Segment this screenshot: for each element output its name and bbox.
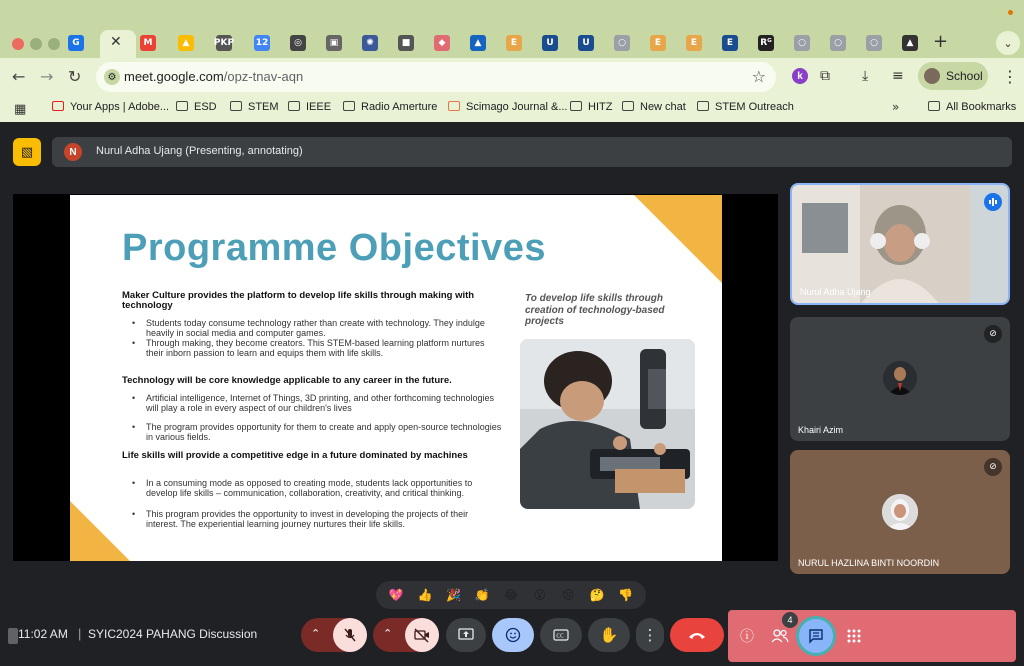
url-text[interactable]: meet.google.com/opz-tnav-aqn (124, 69, 304, 84)
people-icon[interactable] (770, 626, 790, 646)
apps-grid-icon[interactable]: ▦ (14, 102, 27, 117)
participant-name: Khairi Azim (798, 425, 844, 435)
participant-avatar (882, 494, 918, 530)
camera-off-button[interactable] (405, 618, 439, 652)
participant-avatar (883, 361, 917, 395)
more-vert-icon: ⋮ (642, 626, 658, 644)
extension-k-icon[interactable]: k (792, 68, 808, 84)
chevron-up-icon[interactable]: ⌃ (311, 628, 321, 640)
more-bookmarks-icon[interactable]: » (892, 100, 900, 114)
profile-label: School (946, 69, 983, 83)
openai-icon (622, 101, 634, 111)
section-heading: Life skills will provide a competitive edge in a future dominated by machines (122, 450, 468, 461)
bookmark-link[interactable]: Scimago Journal &... (448, 101, 568, 113)
tab-favicon[interactable]: Rᴳ (758, 35, 774, 51)
tab-favicon[interactable]: E (722, 35, 738, 51)
chat-icon (808, 628, 824, 644)
bullet-item: • In a consuming mode as opposed to creating mode, students lack opportunities to develop life skills – communication, collaboration, creativity, and critical thinking. (132, 478, 473, 498)
student-photo (520, 339, 695, 509)
maximize-window-button[interactable] (48, 38, 60, 50)
reaction-button[interactable]: 🤔 (589, 588, 605, 602)
tab-favicon[interactable]: ▣ (326, 35, 342, 51)
folder-icon (343, 101, 355, 111)
reaction-button[interactable]: 🎉 (446, 588, 462, 602)
muted-mic-icon: ⊘ (984, 325, 1002, 343)
participant-name: NURUL HAZLINA BINTI NOORDIN (798, 558, 940, 568)
tab-favicon[interactable]: U (578, 35, 594, 51)
meeting-name: SYIC2024 PAHANG Discussion (88, 627, 258, 641)
chevron-up-icon[interactable]: ⌃ (383, 628, 393, 640)
mic-off-button[interactable] (333, 618, 367, 652)
minimize-window-button[interactable] (30, 38, 42, 50)
bullet-item: • Through making, they become creators. This STEM-based learning platform nurtures their inborn passion to learn and equips them with life skills. (132, 338, 485, 358)
bullet-item: • Students today consume technology rather than create with technology. They indulge heavily in social media and computer games. (132, 318, 485, 338)
tab-favicon[interactable]: 12 (254, 35, 270, 51)
side-panel-handle[interactable] (8, 628, 18, 644)
slide-title: Programme Objectives (122, 227, 546, 269)
presenter-banner-text: Nurul Adha Ujang (Presenting, annotating) (96, 145, 303, 157)
slide-quote: To develop life skills through creation of technology-based projects (525, 293, 665, 327)
bookmark-link[interactable]: Radio Amerture (343, 101, 437, 113)
tab-strip (0, 0, 1024, 58)
speaking-indicator-icon (984, 193, 1002, 211)
profile-button[interactable] (918, 62, 988, 90)
new-tab-button[interactable]: + (933, 31, 949, 52)
browser-menu-icon[interactable]: ⋮ (1002, 67, 1018, 86)
reaction-button[interactable]: 😢 (562, 588, 575, 602)
bookmark-link[interactable]: HITZ (570, 101, 612, 113)
folder-icon (230, 101, 242, 111)
present-button[interactable] (446, 618, 486, 652)
meeting-info (8, 620, 298, 650)
more-options-button[interactable] (636, 618, 664, 652)
reactions-button[interactable] (492, 618, 534, 652)
address-bar[interactable] (96, 62, 776, 92)
downloads-icon[interactable]: ⤓ (862, 68, 869, 84)
adobe-icon (52, 101, 64, 111)
participant-tile[interactable] (790, 450, 1010, 574)
captions-button[interactable] (540, 618, 582, 652)
tab-favicon[interactable]: ◎ (290, 35, 306, 51)
bullet-item: • Artificial intelligence, Internet of Things, 3D printing, and other forthcoming technologies will play a role in every aspect of our children's lives (132, 393, 495, 413)
tab-search-button[interactable]: ⌄ (996, 31, 1020, 55)
mic-control[interactable] (301, 618, 367, 652)
folder-icon (928, 101, 940, 111)
tab-favicon[interactable]: ○ (614, 35, 630, 51)
presenter-avatar: N (64, 143, 82, 161)
presentation-toggle-button[interactable]: ▧ (13, 138, 41, 166)
chat-button[interactable] (796, 616, 836, 656)
meeting-time: 11:02 AM (18, 627, 68, 641)
present-screen-icon (458, 628, 474, 642)
navigation-bar (0, 58, 1024, 96)
folder-icon (288, 101, 300, 111)
presenter-banner (52, 137, 1012, 167)
divider: | (78, 626, 82, 641)
meeting-details-icon[interactable]: ⓘ (740, 629, 754, 645)
leave-call-button[interactable] (670, 618, 724, 652)
bookmarks-bar (0, 96, 1024, 122)
muted-mic-icon: ⊘ (984, 458, 1002, 476)
all-bookmarks-link[interactable]: All Bookmarks (928, 101, 1016, 113)
hitz-icon (570, 101, 582, 111)
presentation-stage[interactable] (13, 194, 778, 561)
bookmark-link[interactable]: IEEE (288, 101, 331, 113)
tab-close-icon[interactable]: ✕ (110, 34, 122, 50)
extensions-puzzle-icon[interactable]: ⧉ (820, 68, 830, 84)
section-heading: Technology will be core knowledge applicable to any career in the future. (122, 375, 452, 386)
reload-button[interactable]: ↻ (68, 67, 82, 86)
participant-tile[interactable] (790, 317, 1010, 441)
activities-grid-icon[interactable] (844, 626, 864, 646)
participant-name: Nurul Adha Ujang (800, 287, 871, 297)
recording-indicator (1008, 10, 1013, 15)
emoji-icon (505, 627, 521, 643)
forward-button[interactable]: → (40, 67, 54, 86)
tab-favicon[interactable]: U (542, 35, 558, 51)
mic-off-icon (342, 627, 358, 643)
tab-favicon[interactable]: ▲ (178, 35, 194, 51)
profile-avatar (924, 68, 940, 84)
raise-hand-button[interactable] (588, 618, 630, 652)
tab-favicon[interactable]: ○ (830, 35, 846, 51)
reaction-button[interactable]: 😂 (503, 588, 518, 602)
reaction-button[interactable]: 👍 (417, 588, 433, 602)
tab-favicon[interactable]: E (506, 35, 522, 51)
reaction-button[interactable]: 👏 (474, 588, 490, 602)
folder-icon (176, 101, 188, 111)
tab-favicon[interactable]: ■ (398, 35, 414, 51)
bookmark-star-icon[interactable]: ☆ (751, 67, 766, 86)
tab-favicon[interactable]: E (686, 35, 702, 51)
bullet-item: • This program provides the opportunity to invest in developing the projects of their interest. The experiential learning journey nurtures their life skills. (132, 509, 469, 529)
reaction-button[interactable]: 😮 (533, 588, 546, 602)
tab-favicon[interactable]: E (650, 35, 666, 51)
folder-icon (697, 101, 709, 111)
slide-corner-decoration (634, 195, 722, 283)
hand-icon: ✋ (599, 626, 619, 644)
bookmark-link[interactable]: STEM Outreach (697, 101, 794, 113)
presentation-slide (70, 195, 722, 561)
tab-favicon[interactable]: ▲ (470, 35, 486, 51)
reaction-button[interactable]: 👎 (618, 588, 634, 602)
tab-favicon[interactable]: PKP (216, 35, 232, 51)
participant-count-badge: 4 (782, 612, 798, 628)
meet-window (0, 122, 1024, 666)
participant-tile[interactable] (790, 183, 1010, 305)
tab-favicon[interactable]: ○ (866, 35, 882, 51)
tab-favicon[interactable]: ○ (794, 35, 810, 51)
media-control-icon[interactable]: ≡ (892, 68, 904, 84)
end-call-icon (687, 630, 707, 640)
tab-favicon[interactable]: M (140, 35, 156, 51)
bookmark-link[interactable]: Your Apps | Adobe... (52, 101, 169, 113)
bullet-item: • The program provides opportunity for them to create and apply open-source technologies in various fields. (132, 422, 502, 442)
close-window-button[interactable] (12, 38, 24, 50)
section-heading: Maker Culture provides the platform to develop life skills through making with technology (122, 290, 475, 311)
svg-text:CC: CC (556, 633, 564, 640)
back-button[interactable]: ← (12, 67, 26, 86)
bookmark-link[interactable]: ESD (176, 101, 217, 113)
host-controls-panel (728, 610, 1016, 662)
captions-icon (553, 629, 569, 641)
sjr-icon (448, 101, 460, 111)
slide-corner-decoration (70, 501, 130, 561)
bookmark-link[interactable]: STEM (230, 101, 279, 113)
tab-favicon[interactable]: ▲ (902, 35, 918, 51)
site-info-icon[interactable]: ⚙ (104, 69, 120, 85)
reaction-button[interactable]: 💖 (388, 588, 404, 602)
tab-favicon[interactable]: ◆ (434, 35, 450, 51)
camera-off-icon (413, 627, 431, 643)
tab-favicon[interactable]: ✺ (362, 35, 378, 51)
camera-control[interactable] (373, 618, 439, 652)
tab-favicon[interactable]: G (68, 35, 84, 51)
bookmark-link[interactable]: New chat (622, 101, 686, 113)
reactions-bar (376, 581, 646, 609)
